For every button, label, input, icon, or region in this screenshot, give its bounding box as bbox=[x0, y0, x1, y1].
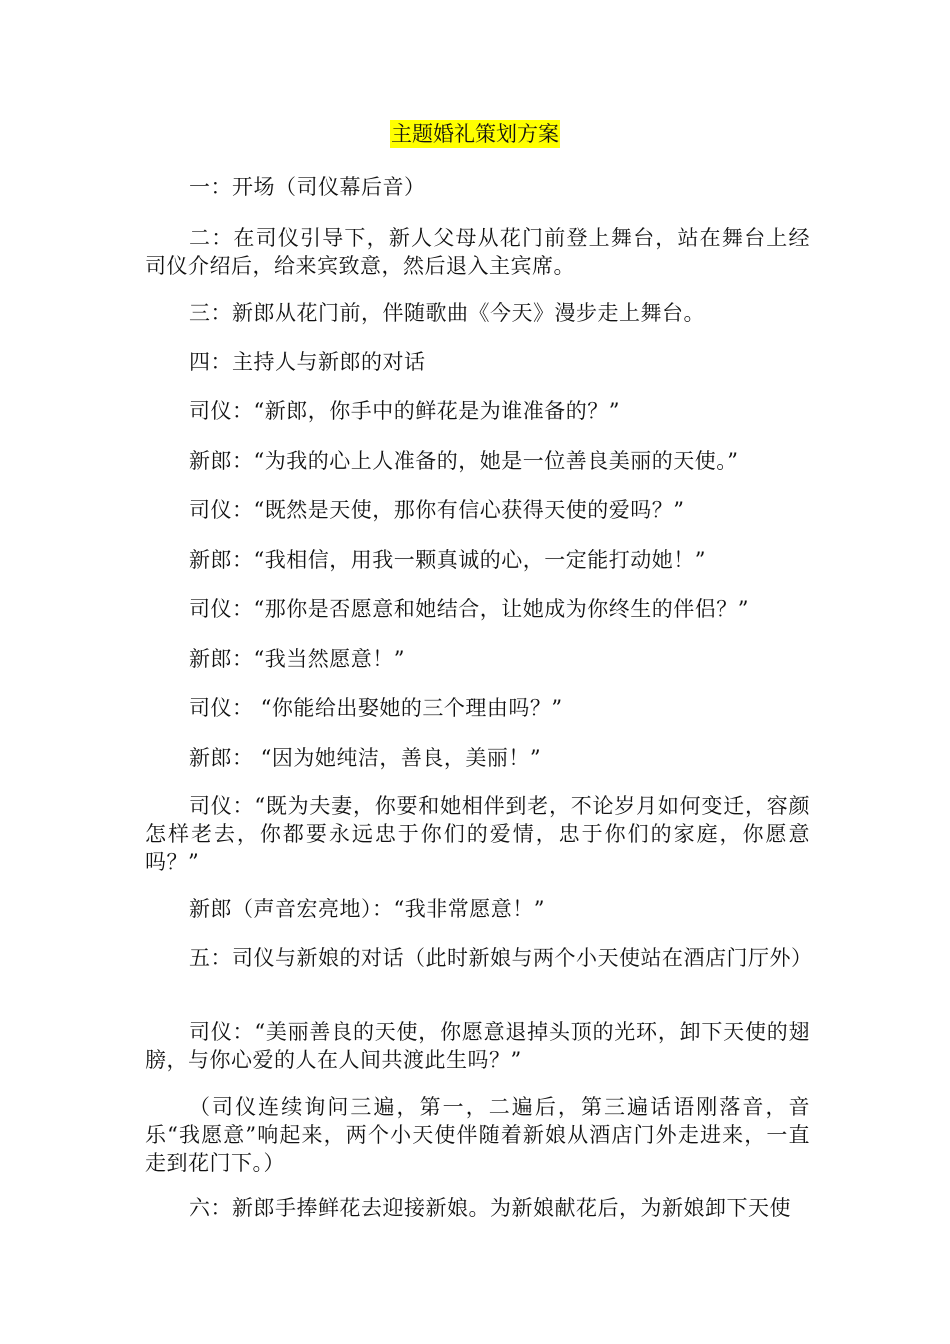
dialogue-line: 司仪：“新郎，你手中的鲜花是为谁准备的？” bbox=[189, 399, 620, 423]
paragraph-groom-enters: 三：新郎从花门前，伴随歌曲《今天》漫步走上舞台。 bbox=[189, 301, 705, 325]
paragraph-dialogue-heading: 四：主持人与新郎的对话 bbox=[189, 350, 426, 374]
dialogue-line: 新郎： “因为她纯洁，善良，美丽！” bbox=[189, 746, 542, 770]
paragraph-stage-direction: （司仪连续询问三遍，第一，二遍后，第三遍话语刚落音，音乐“我愿意”响起来，两个小天使伴随着新娘从酒店门外走进来，一直走到花门下。） bbox=[145, 1095, 810, 1175]
dialogue-line-bride: 司仪：“美丽善良的天使，你愿意退掉头顶的光环，卸下天使的翅膀，与你心爱的人在人间共渡此生吗？” bbox=[145, 1020, 810, 1072]
dialogue-line: 新郎：“为我的心上人准备的，她是一位善良美丽的天使。” bbox=[189, 449, 739, 473]
dialogue-line: 司仪：“既然是天使，那你有信心获得天使的爱吗？” bbox=[189, 498, 685, 522]
dialogue-line-vow: 司仪：“既为夫妻，你要和她相伴到老，不论岁月如何变迁，容颜怎样老去，你都要永远忠于你们的爱情，忠于你们的家庭，你愿意吗？” bbox=[145, 794, 810, 874]
title-container bbox=[0, 120, 950, 148]
dialogue-line: 司仪：“那你是否愿意和她结合，让她成为你终生的伴侣？” bbox=[189, 597, 749, 621]
dialogue-line: 新郎（声音宏亮地）：“我非常愿意！” bbox=[189, 897, 545, 921]
paragraph-groom-greets-bride: 六：新郎手捧鲜花去迎接新娘。为新娘献花后，为新娘卸下天使 bbox=[189, 1196, 791, 1220]
document-title: 主题婚礼策划方案 bbox=[391, 122, 559, 146]
dialogue-line: 新郎：“我当然愿意！” bbox=[189, 647, 405, 671]
paragraph-opening: 一：开场（司仪幕后音） bbox=[189, 175, 426, 199]
dialogue-line: 司仪： “你能给出娶她的三个理由吗？” bbox=[189, 696, 563, 720]
dialogue-line: 新郎：“我相信，用我一颗真诚的心，一定能打动她！” bbox=[189, 548, 706, 572]
paragraph-bride-dialogue-heading: 五：司仪与新娘的对话（此时新娘与两个小天使站在酒店门厅外） bbox=[189, 946, 813, 970]
paragraph-parents-enter: 二：在司仪引导下，新人父母从花门前登上舞台，站在舞台上经司仪介绍后，给来宾致意，然后退入主宾席。 bbox=[145, 226, 810, 278]
